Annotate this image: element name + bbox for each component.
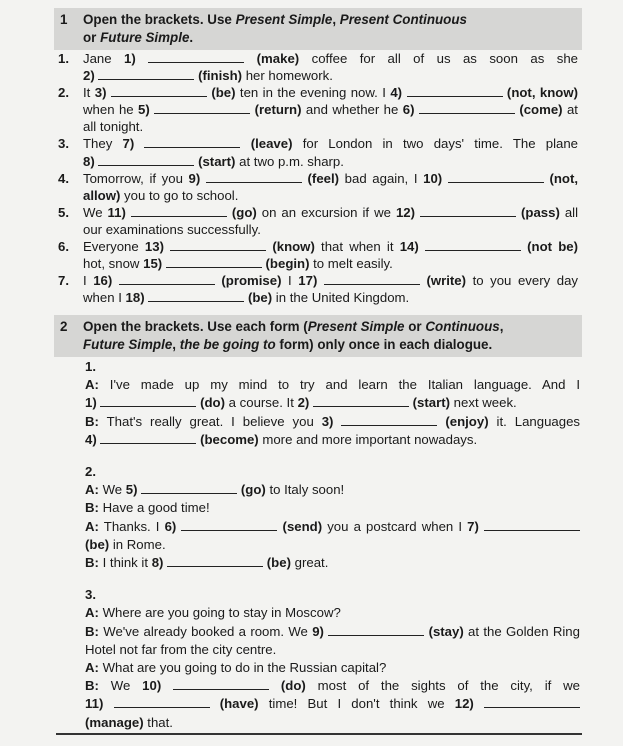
text: I bbox=[83, 273, 94, 289]
answer-blank[interactable] bbox=[173, 679, 269, 690]
text-line bbox=[85, 536, 580, 554]
tense-name: Present Continuous bbox=[339, 12, 467, 27]
instruction-text: or bbox=[83, 30, 101, 45]
answer-blank[interactable] bbox=[148, 291, 244, 302]
text: I think it bbox=[98, 555, 152, 571]
bold-text: A: bbox=[85, 482, 99, 498]
text-line bbox=[83, 289, 578, 306]
answer-blank[interactable] bbox=[341, 415, 437, 426]
answer-blank[interactable] bbox=[313, 396, 409, 407]
text: all bbox=[559, 204, 579, 220]
exercise-item bbox=[58, 204, 578, 238]
dialogue-turn bbox=[85, 604, 580, 622]
text: our examinations successfully. bbox=[83, 221, 261, 237]
bold-text: (feel) bbox=[307, 170, 340, 186]
instruction-text: Open the brackets. Use each form ( bbox=[83, 319, 308, 334]
text: bad again, I bbox=[339, 170, 424, 186]
bold-text: 6) bbox=[402, 102, 415, 118]
exercise-instructions bbox=[83, 318, 582, 354]
bold-text: (not be) bbox=[527, 239, 578, 255]
dialogue-turn bbox=[85, 413, 580, 449]
dialogue-number: 2. bbox=[85, 464, 96, 480]
bold-text: 11) bbox=[85, 696, 104, 712]
text-line bbox=[83, 204, 578, 221]
answer-blank[interactable] bbox=[144, 137, 240, 148]
bold-text: 3) bbox=[94, 85, 107, 101]
answer-blank[interactable] bbox=[484, 697, 580, 708]
bold-text: (pass) bbox=[521, 204, 560, 220]
text: in the United Kingdom. bbox=[272, 290, 410, 306]
exercise-instructions bbox=[83, 11, 582, 47]
text bbox=[161, 678, 173, 693]
text: when he bbox=[83, 102, 139, 118]
bold-text: (manage) bbox=[85, 714, 144, 730]
bold-text: 5) bbox=[138, 102, 150, 118]
bold-text: 7) bbox=[467, 518, 479, 534]
bold-text: 9) bbox=[188, 170, 201, 186]
answer-blank[interactable] bbox=[181, 520, 277, 531]
text bbox=[134, 136, 144, 151]
text: Thanks. I bbox=[98, 518, 165, 534]
bold-text: (not, know) bbox=[506, 85, 578, 101]
bold-text: A: bbox=[85, 660, 99, 676]
exercise-2-dialogues bbox=[85, 358, 580, 746]
answer-blank[interactable] bbox=[114, 697, 210, 708]
text-line bbox=[83, 238, 578, 255]
answer-blank[interactable] bbox=[328, 625, 424, 636]
text: most of the sights of the city, if we bbox=[305, 678, 580, 694]
answer-blank[interactable] bbox=[484, 520, 580, 531]
text-line bbox=[83, 187, 578, 204]
tense-name: Future Simple bbox=[100, 30, 190, 45]
text bbox=[240, 136, 250, 151]
answer-blank[interactable] bbox=[166, 257, 262, 268]
answer-blank[interactable] bbox=[100, 433, 196, 444]
bold-text: A: bbox=[85, 518, 99, 534]
exercise-item bbox=[58, 50, 578, 84]
bold-text: B: bbox=[85, 500, 99, 516]
instruction-text: , bbox=[172, 337, 180, 352]
dialogue-turn bbox=[85, 376, 580, 412]
bold-text: 2) bbox=[83, 68, 95, 84]
answer-blank[interactable] bbox=[111, 86, 207, 97]
text-line bbox=[85, 714, 580, 732]
dialogue-turn bbox=[85, 481, 580, 499]
bold-text: (not, bbox=[549, 170, 578, 186]
bold-text: 8) bbox=[83, 153, 95, 169]
text-line bbox=[85, 623, 580, 641]
text-line bbox=[83, 170, 578, 187]
text-line bbox=[85, 376, 580, 394]
answer-blank[interactable] bbox=[100, 396, 196, 407]
bold-text: 5) bbox=[125, 482, 138, 498]
answer-blank[interactable] bbox=[98, 155, 194, 166]
bold-text: (send) bbox=[282, 518, 323, 534]
text: We've already booked a room. We bbox=[98, 623, 313, 639]
bold-text: 9) bbox=[312, 623, 324, 639]
text: It bbox=[83, 85, 95, 101]
text: We bbox=[98, 482, 126, 498]
text: all tonight. bbox=[83, 119, 144, 135]
text: at the Golden Ring bbox=[463, 623, 580, 639]
bold-text: (become) bbox=[200, 431, 259, 447]
text: Tomorrow, if you bbox=[83, 170, 189, 186]
item-number: 1. bbox=[58, 51, 69, 66]
text: in Rome. bbox=[109, 536, 166, 552]
text: at bbox=[562, 102, 578, 118]
text-line bbox=[85, 413, 580, 431]
text-line bbox=[85, 431, 580, 449]
text: I've made up my mind to try and learn the Italian language. And I bbox=[98, 377, 580, 393]
dialogue-number: 3. bbox=[85, 587, 96, 603]
instruction-text: or bbox=[404, 319, 426, 334]
text: more and more important nowadays. bbox=[258, 431, 478, 447]
bold-text: 17) bbox=[298, 273, 318, 289]
exercise-number: 1 bbox=[60, 12, 68, 27]
tense-name: Present Simple bbox=[235, 12, 333, 27]
text bbox=[269, 678, 281, 693]
exercise-2-header bbox=[54, 315, 582, 357]
bottom-rule bbox=[56, 733, 582, 735]
bold-text: 18) bbox=[125, 290, 145, 306]
instruction-text: , bbox=[332, 12, 340, 27]
answer-blank[interactable] bbox=[119, 274, 215, 285]
text-line bbox=[85, 677, 580, 695]
answer-blank[interactable] bbox=[170, 240, 266, 251]
bold-text: (finish) bbox=[198, 68, 243, 84]
bold-text: 10) bbox=[142, 678, 162, 694]
bold-text: (come) bbox=[519, 102, 563, 118]
bold-text: 4) bbox=[390, 85, 403, 101]
text: a course. It bbox=[224, 395, 298, 411]
item-number: 7. bbox=[58, 273, 69, 289]
answer-blank[interactable] bbox=[420, 206, 516, 217]
text: We bbox=[98, 678, 143, 694]
text bbox=[136, 51, 148, 66]
dialogue-turn bbox=[85, 554, 580, 572]
item-number: 4. bbox=[58, 170, 69, 186]
answer-blank[interactable] bbox=[324, 274, 420, 285]
dialogue-turn bbox=[85, 499, 580, 517]
item-number: 2. bbox=[58, 85, 69, 101]
answer-blank[interactable] bbox=[448, 172, 544, 183]
exercise-item bbox=[58, 170, 578, 204]
bold-text: (start) bbox=[198, 153, 236, 169]
item-number: 6. bbox=[58, 239, 69, 255]
bold-text: (begin) bbox=[265, 256, 310, 272]
text-line bbox=[83, 135, 578, 152]
bold-text: (enjoy) bbox=[445, 413, 489, 429]
text-line bbox=[85, 518, 580, 536]
bold-text: (go) bbox=[231, 204, 257, 220]
exercise-item bbox=[58, 272, 578, 306]
dialogue-turn bbox=[85, 518, 580, 554]
text: They bbox=[83, 136, 123, 152]
text: What are you going to do in the Russian capital? bbox=[98, 660, 387, 676]
exercise-item bbox=[58, 84, 578, 135]
text: hot, snow bbox=[83, 256, 144, 272]
bold-text: B: bbox=[85, 413, 99, 429]
answer-blank[interactable] bbox=[141, 483, 237, 494]
answer-blank[interactable] bbox=[148, 52, 244, 63]
bold-text: 3) bbox=[321, 413, 334, 429]
bold-text: (stay) bbox=[428, 623, 464, 639]
bold-text: B: bbox=[85, 623, 99, 639]
bold-text: (start) bbox=[412, 395, 451, 411]
text-line bbox=[83, 84, 578, 101]
bold-text: allow) bbox=[83, 187, 121, 203]
bold-text: (have) bbox=[219, 696, 259, 712]
text-line bbox=[85, 659, 580, 677]
dialogue bbox=[85, 358, 580, 449]
text: I bbox=[281, 273, 299, 289]
text-line bbox=[83, 255, 578, 272]
exercise-number: 2 bbox=[60, 319, 68, 334]
text: ten in the evening now. I bbox=[235, 85, 391, 101]
text: Where are you going to stay in Moscow? bbox=[98, 605, 341, 621]
bold-text: 2) bbox=[297, 395, 310, 411]
dialogue-turn bbox=[85, 659, 580, 677]
text: We bbox=[83, 204, 108, 220]
text: you to go to school. bbox=[120, 187, 239, 203]
text: that. bbox=[143, 714, 173, 730]
text bbox=[103, 696, 113, 711]
bold-text: 4) bbox=[85, 431, 97, 447]
bold-text: (do) bbox=[200, 395, 225, 411]
bold-text: (be) bbox=[266, 555, 291, 571]
bold-text: 7) bbox=[122, 136, 135, 152]
bold-text: (do) bbox=[280, 678, 306, 694]
bold-text: 12) bbox=[454, 696, 474, 712]
exercise-item bbox=[58, 238, 578, 272]
text: when I bbox=[83, 290, 126, 306]
bold-text: 16) bbox=[93, 273, 113, 289]
text: to Italy soon! bbox=[265, 482, 345, 498]
text bbox=[210, 696, 220, 711]
dialogue-turn bbox=[85, 677, 580, 732]
bold-text: 13) bbox=[144, 239, 164, 255]
dialogue-turn bbox=[85, 623, 580, 659]
text: to you every day bbox=[466, 273, 579, 289]
text bbox=[244, 51, 256, 66]
bold-text: (be) bbox=[247, 290, 273, 306]
bold-text: (be) bbox=[211, 85, 236, 101]
text-line bbox=[83, 272, 578, 289]
bold-text: B: bbox=[85, 555, 99, 571]
text-line bbox=[85, 641, 580, 659]
text: and whether he bbox=[301, 102, 403, 118]
text: coffee for all of us as soon as she bbox=[299, 51, 578, 66]
text-line bbox=[85, 499, 580, 517]
answer-blank[interactable] bbox=[425, 240, 521, 251]
text-line bbox=[83, 101, 578, 118]
bold-text: 10) bbox=[423, 170, 443, 186]
dialogue bbox=[85, 463, 580, 572]
bold-text: 11) bbox=[107, 204, 126, 220]
text: it. Languages bbox=[488, 413, 580, 429]
exercise-1-header bbox=[54, 8, 582, 50]
text: on an excursion if we bbox=[256, 204, 396, 220]
answer-blank[interactable] bbox=[154, 103, 250, 114]
text-line bbox=[85, 604, 580, 622]
dialogue bbox=[85, 586, 580, 732]
answer-blank[interactable] bbox=[419, 103, 515, 114]
bold-text: 1) bbox=[124, 51, 136, 66]
bold-text: 8) bbox=[151, 555, 164, 571]
bold-text: 1) bbox=[85, 395, 97, 411]
bold-text: (make) bbox=[256, 51, 300, 66]
text: for London in two days' time. The plane bbox=[292, 136, 579, 152]
exercise-1-items bbox=[58, 50, 578, 306]
bold-text: (return) bbox=[254, 102, 302, 118]
text: at two p.m. sharp. bbox=[235, 153, 344, 169]
answer-blank[interactable] bbox=[131, 206, 227, 217]
text: you a postcard when I bbox=[322, 518, 468, 534]
text: great. bbox=[290, 555, 329, 571]
instruction-text: form) only once in each dialogue. bbox=[275, 337, 493, 352]
instruction-text: , bbox=[499, 319, 504, 334]
bold-text: (go) bbox=[240, 482, 266, 498]
bold-text: 12) bbox=[395, 204, 415, 220]
bold-text: (leave) bbox=[250, 136, 293, 152]
tense-name: Present Simple bbox=[307, 319, 405, 334]
bold-text: 6) bbox=[164, 518, 177, 534]
dialogue-number: 1. bbox=[85, 359, 96, 374]
text: Have a good time! bbox=[98, 500, 210, 516]
text bbox=[474, 696, 484, 711]
text: to melt easily. bbox=[309, 256, 393, 272]
item-number: 3. bbox=[58, 136, 69, 152]
text bbox=[333, 414, 341, 429]
bold-text: A: bbox=[85, 377, 99, 393]
text: next week. bbox=[450, 395, 517, 411]
text-line bbox=[83, 67, 578, 84]
answer-blank[interactable] bbox=[167, 556, 263, 567]
item-number: 5. bbox=[58, 204, 69, 220]
text-line bbox=[85, 394, 580, 412]
text-line bbox=[85, 554, 580, 572]
text: her homework. bbox=[242, 68, 333, 84]
tense-name: Future Simple bbox=[83, 337, 173, 352]
text-line bbox=[83, 118, 578, 135]
text: that when it bbox=[314, 239, 400, 255]
text-line bbox=[83, 50, 578, 67]
bold-text: B: bbox=[85, 678, 99, 694]
text: That's really great. I believe you bbox=[98, 413, 322, 429]
answer-blank[interactable] bbox=[98, 69, 194, 80]
bold-text: A: bbox=[85, 605, 99, 621]
answer-blank[interactable] bbox=[206, 172, 302, 183]
bold-text: (write) bbox=[426, 273, 467, 289]
bold-text: (know) bbox=[272, 239, 315, 255]
instruction-text: . bbox=[189, 30, 194, 45]
text: Hotel not far from the city centre. bbox=[85, 641, 277, 657]
instruction-text: Open the brackets. Use bbox=[83, 12, 236, 27]
bold-text: 14) bbox=[399, 239, 419, 255]
text: time! But I don't think we bbox=[258, 696, 455, 712]
tense-name: the be going to bbox=[179, 337, 276, 352]
tense-name: Continuous bbox=[425, 319, 500, 334]
bold-text: (be) bbox=[85, 536, 110, 552]
bold-text: 15) bbox=[143, 256, 163, 272]
bold-text: (promise) bbox=[221, 273, 282, 289]
answer-blank[interactable] bbox=[407, 86, 503, 97]
text: Jane bbox=[83, 51, 125, 66]
text: Everyone bbox=[83, 239, 145, 255]
text-line bbox=[85, 481, 580, 499]
exercise-item bbox=[58, 135, 578, 169]
text-line bbox=[83, 153, 578, 170]
text-line bbox=[85, 695, 580, 713]
text-line bbox=[83, 221, 578, 238]
